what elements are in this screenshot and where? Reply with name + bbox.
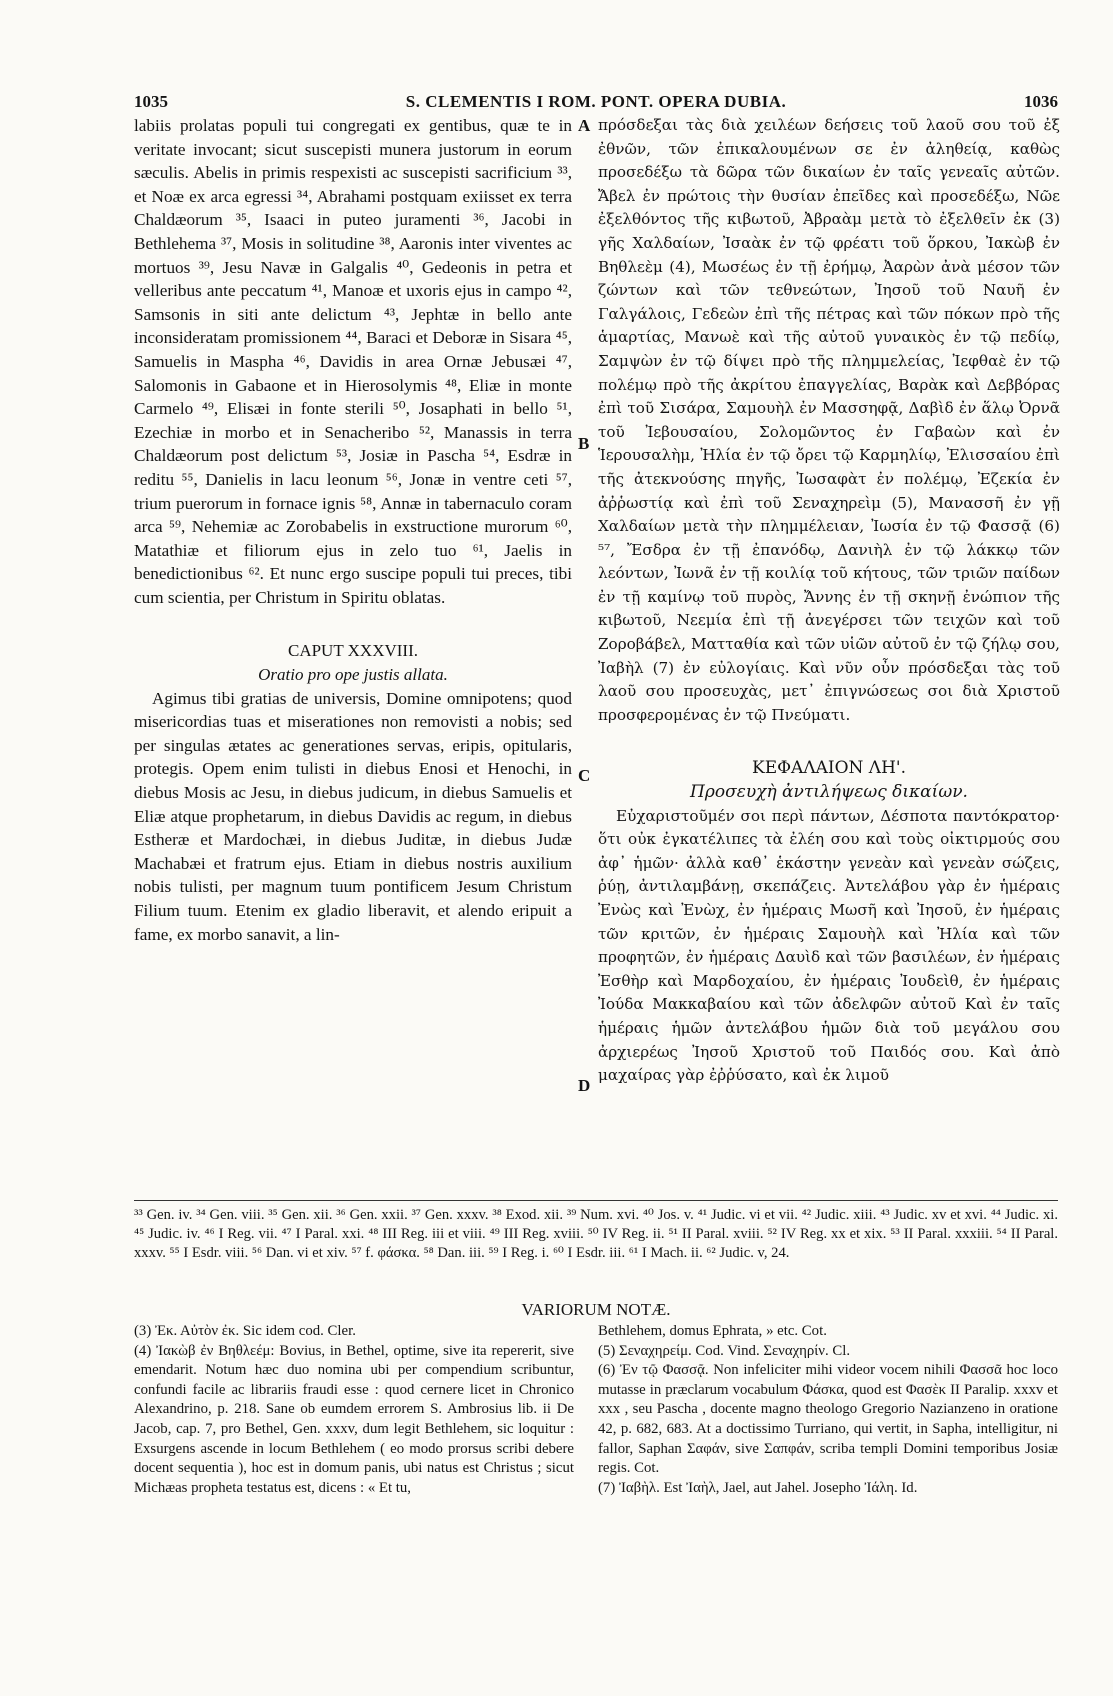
running-title: S. CLEMENTIS I ROM. PONT. OPERA DUBIA. (405, 92, 787, 111)
latin-chapter-heading: CAPUT XXXVIII. (287, 641, 418, 661)
latin-chapter-subtitle: Oratio pro ope justis allata. (258, 665, 448, 685)
latin-paragraph-1: labiis prolatas populi tui congregati ex gentibus, quæ te in veritate invocant; sicut suscepisti munera justorum in eorum sæculis. Abelis in primis respexisti ac suscepisti sacrificium ³³, et Noæ ex arca egressi ³⁴, Abrahami postquam exiisset ex terra Chaldæorum ³⁵, Isaaci in puteo juramenti ³⁶, Jacobi in Bethlehema ³⁷, Mosis in solitudine ³⁸, Aaronis inter viventes ac mortuos ³⁹, Jesu Navæ in Galgalis ⁴⁰, Gedeonis in petra et velleribus ante peccatum ⁴¹, Manoæ et uxoris ejus in campo ⁴², Samsonis in siti ante delictum ⁴³, Jephtæ in bello ante inconsideratam promissionem ⁴⁴, Baraci et Deboræ in Sisara ⁴⁵, Samuelis in Maspha ⁴⁶, Davidis in area Ornæ Jebusæi ⁴⁷, Salomonis in Gabaone et in Hierosolymis ⁴⁸, Eliæ in monte Carmelo ⁴⁹, Elisæi in fonte sterili ⁵⁰, Josaphati in bello ⁵¹, Ezechiæ in morbo et in Senacheribo ⁵², Manassis in terra Chaldæorum post delictum ⁵³, Josiæ in Pascha ⁵⁴, Esdræ in reditu ⁵⁵, Danielis in lacu leonum ⁵⁶, Jonæ in ventre ceti ⁵⁷, trium puerorum in fornace ignis ⁵⁸, Annæ in tabernaculo coram arca ⁵⁹, Nehemiæ ac Zorobabelis in exstructione murorum ⁶⁰, Matathiæ et filiorum ejus in zelo tuo ⁶¹, Jaelis in benedictionibus ⁶². Et nunc ergo suscipe populi tui preces, tibi cum scientia, per Christum in Spiritu oblatas. (134, 116, 572, 607)
variorum-note: (3) Ἐκ. Αὐτὸν ἐκ. Sic idem cod. Cler. (134, 1323, 356, 1339)
scripture-footnotes (134, 1206, 1058, 1263)
footnote-text: ³³ Gen. iv. ³⁴ Gen. viii. ³⁵ Gen. xii. ³⁶ Gen. xxii. ³⁷ Gen. xxxv. ³⁸ Exod. xii. ³⁹ Num. xvi. ⁴⁰ Jos. v. ⁴¹ Judic. vi et vii. ⁴² Judic. xiii. ⁴³ Judic. xv et xvi. ⁴⁴ Judic. xi. ⁴⁵ Judic. iv. ⁴⁶ I Reg. vii. ⁴⁷ I Paral. xxi. ⁴⁸ III Reg. iii et viii. ⁴⁹ III Reg. xviii. ⁵⁰ IV Reg. ii. ⁵¹ II Paral. xviii. ⁵² IV Reg. xx et xix. ⁵³ II Paral. xxxiii. ⁵⁴ II Paral. xxxv. ⁵⁵ I Esdr. viii. ⁵⁶ Dan. vi et xiv. ⁵⁷ f. φάσκα. ⁵⁸ Dan. iii. ⁵⁹ I Reg. i. ⁶⁰ I Esdr. iii. ⁶¹ I Mach. ii. ⁶² Judic. v, 24. (134, 1207, 1058, 1261)
margin-letter-d: D (578, 1076, 591, 1095)
page-number-left: 1035 (134, 92, 168, 111)
greek-chapter-subtitle: Προσευχὴ ἀντιλήψεως δικαίων. (690, 782, 968, 803)
variorum-note: (5) Σεναχηρείμ. Cod. Vind. Σεναχηρίν. Cl. (598, 1342, 851, 1359)
variorum-left-column (134, 1322, 574, 1498)
footnote-divider (134, 1200, 1058, 1201)
variorum-note: (7) Ἰαβὴλ. Est Ἰαὴλ, Jael, aut Jahel. Josepho Ἰάλη. Id. (598, 1479, 918, 1496)
margin-letter-a: A (578, 116, 591, 135)
variorum-heading: VARIORUM NOTÆ. (521, 1300, 671, 1319)
variorum-note: (4) Ἰακὼβ ἐν Βηθλεέμ: Bovius, in Bethel, optime, sive ita repererit, sive emendarit. Notum hæc duo nomina ubi per compendium scribuntur, confundi facile ac librariis fraudi esse : quod cernere licet in Chronico Alexandrino, p. 218. Sane ob eumdem errorem S. Ambrosius lib. ii De Jacob, cap. 7, pro Bethel, Gen. xxxv, dum legit Bethlehem, sic loquitur : Exsurgens ascende in locum Bethlehem ( eo modo prorsus scribi debere docent sequentia ), hoc est in domum panis, ubi natus est Christus ; sicut Michæas propheta testatus est, dicens : « Et tu, (134, 1342, 574, 1496)
greek-column (598, 114, 1060, 1088)
greek-paragraph-1: πρόσδεξαι τὰς διὰ χειλέων δεήσεις τοῦ λαοῦ σου τοῦ ἐξ ἐθνῶν, τῶν ἐπικαλουμένων σε ἐν ἀληθείᾳ, καθὼς προσεδέξω τὰ δῶρα τῶν δικαίων ἐν ταῖς γενεαῖς αὐτῶν. Ἄβελ ἐν πρώτοις τὴν θυσίαν ἐπεῖδες καὶ προσεδέξω, Νῶε ἐξελθόντος τῆς κιβωτοῦ, Ἀβραὰμ μετὰ τὸ ἐξελθεῖν ἐκ (3) γῆς Χαλδαίων, Ἰσαὰκ ἐν τῷ φρέατι τοῦ ὅρκου, Ἰακὼβ ἐν Βηθλεὲμ (4), Μωσέως ἐν τῇ ἐρήμῳ, Ἀαρὼν ἀνὰ μέσον τῶν ζώντων καὶ τῶν τεθνεώτων, Ἰησοῦ τοῦ Ναυῆ ἐν Γαλγάλοις, Γεδεὼν ἐπὶ τῆς πέτρας καὶ τῶν πόκων πρὸ τῆς ἁμαρτίας, Μανωὲ καὶ τῆς αὐτοῦ γυναικὸς ἐν τῷ πεδίῳ, Σαμψὼν ἐν τῷ δίψει πρὸ τῆς πλημμελείας, Ἰεφθαὲ ἐν τῷ πολέμῳ πρὸ τῆς ἀκρίτου ἐπαγγελίας, Βαρὰκ καὶ Δεββόρας ἐπὶ τοῦ Σισάρα, Σαμουὴλ ἐν Μασσηφᾷ, Δαβὶδ ἐν ἅλῳ Ὀρνᾶ τοῦ Ἰεβουσαίου, Σολομῶντος ἐν Γαβαὼν καὶ ἐν Ἱερουσαλὴμ, Ἠλία ἐν τῷ ὄρει τῷ Καρμηλίῳ, Ἐλισσαίου ἐπὶ τῆς ἀτεκνούσης πηγῆς, Ἰωσαφὰτ ἐν πολέμῳ, Ἐζεκία ἐν ἀῤῥωστίᾳ καὶ ἐπὶ τοῦ Σεναχηρεὶμ (5), Μανασσῆ ἐν γῇ Χαλδαίων μετὰ τὴν πλημμέλειαν, Ἰωσία ἐν τῷ Φασσᾷ (6) ⁵⁷, Ἔσδρα ἐν τῇ ἐπανόδῳ, Δανιὴλ ἐν τῷ λάκκῳ τῶν λεόντων, Ἰωνᾶ ἐν τῇ κοιλίᾳ τοῦ κήτους, τῶν τριῶν παίδων ἐν τῇ καμίνῳ τοῦ πυρὸς, Ἄννης ἐν τῇ σκηνῇ ἐνώπιον τῆς κιβωτοῦ, Νεεμία ἐπὶ τῇ ἀνεγέρσει τῶν τειχῶν καὶ τοῦ Ζοροβάβελ, Ματταθία καὶ τῶν υἱῶν αὐτοῦ ἐν τῷ ζήλῳ σου, Ἰαβὴλ (7) ἐν εὐλογίαις. Καὶ νῦν οὖν πρόσδεξαι τὰς τοῦ λαοῦ σου προσευχὰς, μετ᾽ ἐπιγνώσεως σοι διὰ Χριστοῦ προσφερομένας ἐν τῷ Πνεύματι. (598, 116, 1060, 724)
latin-column (134, 114, 572, 946)
latin-paragraph-2: Agimus tibi gratias de universis, Domine omnipotens; quod misericordias tuas et miserationes non removisti a nobis; sed per singulas ætates ac generationes servas, eripis, opitularis, protegis. Opem enim tulisti in diebus Enosi et Henochi, in diebus Mosis ac Jesu, in diebus judicum, in diebus Samuelis et Eliæ atque prophetarum, in diebus Davidis ac regum, in diebus Estheræ et Mardochæi, in diebus Juditæ, in diebus Judæ Machabæi et fratrum ejus. Etiam in diebus nostris auxilium nobis tulisti, per magnum tuum pontificem Jesum Christum Filium tuum. Etenim ex gladio liberavit, et alendo eripuit a fame, ex morbo sanavit, a lin- (134, 688, 572, 944)
greek-chapter-heading: ΚΕΦΑΛΑΙΟΝ ΛΗ'. (752, 758, 906, 779)
margin-letter-c: C (578, 766, 591, 785)
variorum-note: Bethlehem, domus Ephrata, » etc. Cot. (598, 1323, 827, 1339)
variorum-note: (6) Ἐν τῷ Φασσᾷ. Non infeliciter mihi videor vocem nihili Φασσᾶ hoc loco mutasse in præclarum vocabulum Φάσκα, quod est Φασὲκ II Paralip. xxxv et xxx , seu Pascha , docente magno theologo Gregorio Nazianzeno in oratione 42, p. 682, 683. At a doctissimo Turriano, qui vertit, in Sapha, intelligitur, ni fallor, Saphan Σαφάν, sive Σαπφάν, scriba templi Domini temporibus Josiæ regis. Cot. (598, 1362, 1058, 1477)
variorum-right-column (598, 1322, 1058, 1498)
page-number-right: 1036 (1024, 92, 1058, 111)
greek-paragraph-2: Εὐχαριστοῦμέν σοι περὶ πάντων, Δέσποτα παντόκρατορ· ὅτι οὐκ ἐγκατέλιπες τὰ ἐλέη σου καὶ τοὺς οἰκτιρμούς σου ἀφ᾽ ἡμῶν· ἀλλὰ καθ᾽ ἑκάστην γενεὰν καὶ γενεὰν σώζεις, ῥύῃ, ἀντιλαμβάνῃ, σκεπάζεις. Ἀντελάβου γὰρ ἐν ἡμέραις Ἐνὼς καὶ Ἐνὼχ, ἐν ἡμέραις Μωσῆ καὶ Ἰησοῦ, ἐν ἡμέραις τῶν κριτῶν, ἐν ἡμέραις Σαμουὴλ καὶ Ἠλία καὶ τῶν προφητῶν, ἐν ἡμέραις Δαυὶδ καὶ τῶν βασιλέων, ἐν ἡμέραις Ἐσθὴρ καὶ Μαρδοχαίου, ἐν ἡμέραις Ἰουδεὶθ, ἐν ἡμέραις Ἰούδα Μακκαβαίου καὶ τῶν ἀδελφῶν αὐτοῦ Καὶ ἐν ταῖς ἡμέραις ἡμῶν ἀντελάβου ἡμῶν διὰ τοῦ μεγάλου σου ἀρχιερέως Ἰησοῦ Χριστοῦ τοῦ Παιδός σου. Καὶ ἀπὸ μαχαίρας γὰρ ἐῤῥύσατο, καὶ ἐκ λιμοῦ (598, 806, 1060, 1085)
margin-letter-b: B (578, 434, 590, 453)
